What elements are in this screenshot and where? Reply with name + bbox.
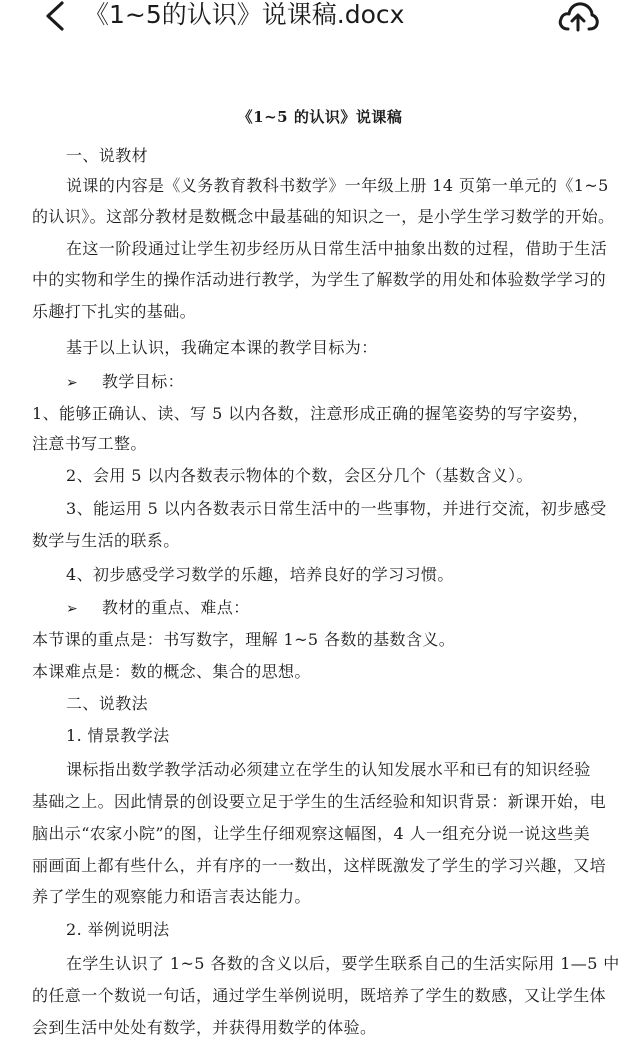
cloud-upload-icon bbox=[556, 0, 600, 35]
paragraph-line: 丽画面上都有些什么，并有序的一一数出，这样既激发了学生的学习兴趣，又培 bbox=[32, 856, 607, 875]
paragraph-line: 会到生活中处处有数学，并获得用数学的体验。 bbox=[32, 1018, 377, 1037]
paragraph-line: 脑出示“农家小院”的图，让学生仔细观察这幅图，4 人一组充分说一说这些美 bbox=[32, 824, 591, 843]
bullet-item bbox=[66, 370, 184, 395]
arrow-bullet-icon: ➢ bbox=[66, 601, 79, 617]
paragraph-line: 本节课的重点是：书写数字，理解 1~5 各数的基数含义。 bbox=[32, 630, 456, 649]
paragraph-line: 注意书写工整。 bbox=[32, 434, 147, 453]
back-button[interactable] bbox=[34, 0, 78, 34]
paragraph-line: 2、会用 5 以内各数表示物体的个数，会区分几个（基数含义）。 bbox=[66, 466, 533, 485]
subsection-heading: 1. 情景教学法 bbox=[66, 726, 170, 745]
paragraph-line: 课标指出数学教学活动必须建立在学生的认知发展水平和已有的知识经验 bbox=[66, 760, 591, 779]
paragraph-line: 乐趣打下扎实的基础。 bbox=[32, 302, 197, 321]
arrow-bullet-icon: ➢ bbox=[66, 375, 79, 391]
paragraph-line: 的任意一个数说一句话，通过学生举例说明，既培养了学生的数感，又让学生体 bbox=[32, 986, 607, 1005]
bullet-item bbox=[66, 596, 250, 621]
cloud-upload-button[interactable] bbox=[556, 0, 600, 35]
paragraph-line: 的认识》。这部分教材是数概念中最基础的知识之一，是小学生学习数学的开始。 bbox=[32, 207, 615, 226]
subsection-heading: 2. 举例说明法 bbox=[66, 920, 170, 939]
paragraph-line: 4、初步感受学习数学的乐趣，培养良好的学习习惯。 bbox=[66, 565, 454, 584]
top-bar bbox=[0, 0, 640, 60]
bullet-text: 教材的重点、难点： bbox=[102, 598, 250, 617]
file-title: 《1~5的认识》说课稿.docx bbox=[84, 0, 405, 29]
paragraph-line: 在这一阶段通过让学生初步经历从日常生活中抽象出数的过程，借助于生活 bbox=[66, 239, 608, 258]
chevron-left-icon bbox=[34, 0, 78, 34]
paragraph-line: 基础之上。因此情景的创设要立足于学生的生活经验和知识背景：新课开始，电 bbox=[32, 792, 607, 811]
section-heading: 一、说教材 bbox=[66, 146, 149, 165]
paragraph-line: 3、能运用 5 以内各数表示日常生活中的一些事物，并进行交流，初步感受 bbox=[66, 499, 607, 518]
paragraph-line: 1、能够正确认、读、写 5 以内各数，注意形成正确的握笔姿势的写字姿势， bbox=[32, 404, 589, 423]
paragraph-line: 数学与生活的联系。 bbox=[32, 531, 180, 550]
paragraph-line: 中的实物和学生的操作活动进行教学，为学生了解数学的用处和体验数学学习的 bbox=[32, 270, 607, 289]
document-title: 《1~5 的认识》说课稿 bbox=[237, 108, 403, 126]
bullet-text: 教学目标： bbox=[102, 372, 185, 391]
paragraph-line: 说课的内容是《义务教育教科书数学》一年级上册 14 页第一单元的《1~5 bbox=[66, 176, 609, 195]
paragraph-line: 在学生认识了 1~5 各数的含义以后，要学生联系自己的生活实际用 1—5 中 bbox=[66, 954, 620, 973]
paragraph-line: 养了学生的观察能力和语言表达能力。 bbox=[32, 887, 311, 906]
paragraph-line: 基于以上认识，我确定本课的教学目标为： bbox=[66, 338, 378, 357]
section-heading: 二、说教法 bbox=[66, 694, 149, 713]
paragraph-line: 本课难点是：数的概念、集合的思想。 bbox=[32, 662, 311, 681]
